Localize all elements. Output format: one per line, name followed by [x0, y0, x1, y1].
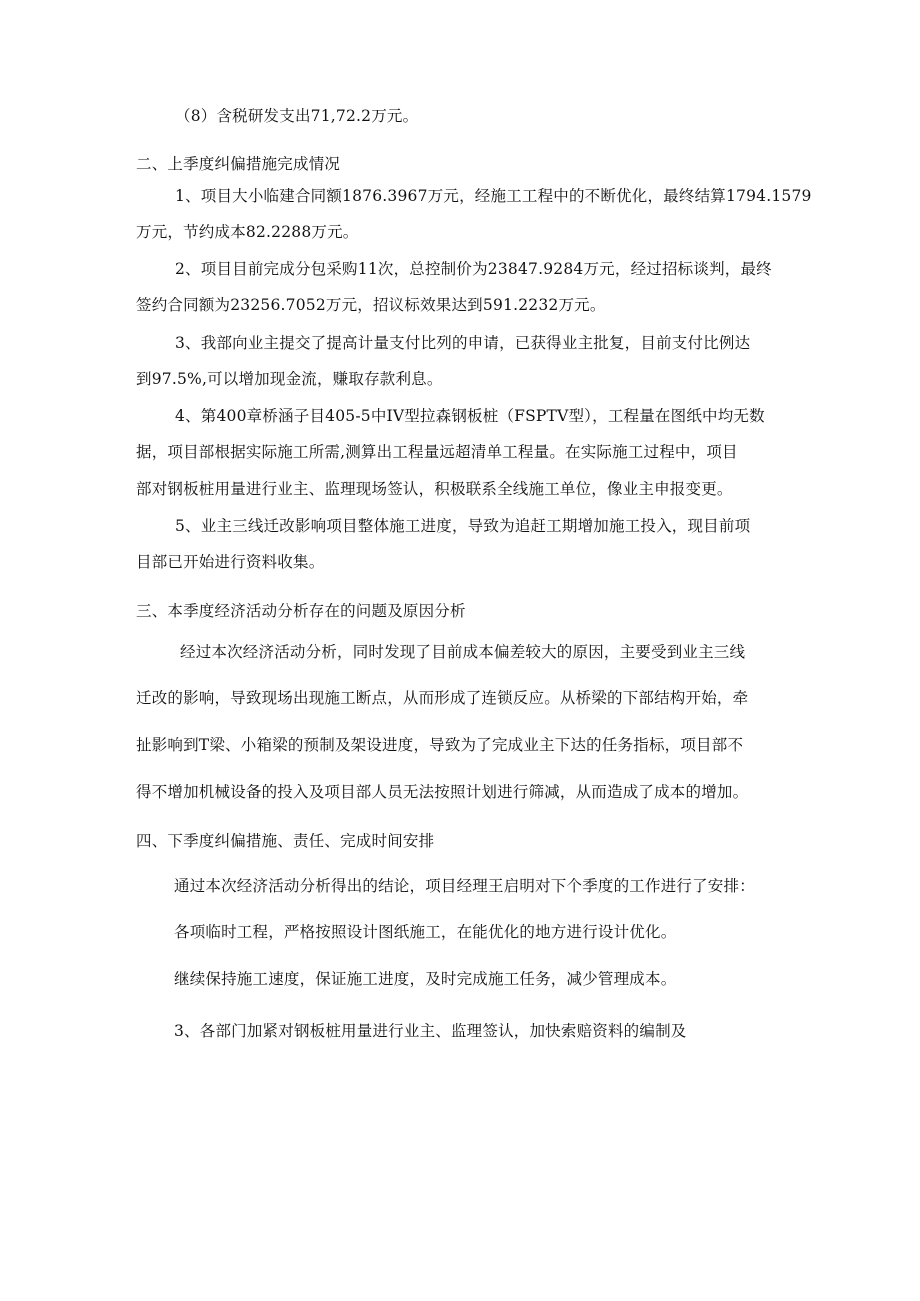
section-2-paragraph-3-line-2: 到97.5%,可以增加现金流，赚取存款利息。	[136, 370, 443, 388]
section-2-paragraph-1-line-2: 万元，节约成本82.2288万元。	[136, 223, 359, 241]
section-4-item-3: 3、各部门加紧对钢板桩用量进行业主、监理签认，加快索赔资料的编制及	[174, 1022, 687, 1040]
section-2-paragraph-1-line-1: 1、项目大小临建合同额1876.3967万元，经施工工程中的不断优化，最终结算1794.1579	[175, 187, 812, 205]
section-2-paragraph-3-line-1: 3、我部向业主提交了提高计量支付比列的申请，已获得业主批复，目前支付比例达	[175, 334, 751, 352]
section-3-heading: 三、本季度经济活动分析存在的问题及原因分析	[136, 602, 466, 620]
section-2-paragraph-2-line-2: 签约合同额为23256.7052万元，招议标效果达到591.2232万元。	[136, 296, 606, 314]
item-8-text: （8）含税研发支出71,72.2万元。	[175, 107, 419, 125]
section-4-heading: 四、下季度纠偏措施、责任、完成时间安排	[136, 832, 435, 850]
section-2-paragraph-5-line-1: 5、业主三线迁改影响项目整体施工进度，导致为追赶工期增加施工投入，现目前项	[175, 517, 751, 535]
section-4-intro: 通过本次经济活动分析得出的结论，项目经理王启明对下个季度的工作进行了安排：	[174, 877, 755, 895]
section-3-line-1: 经过本次经济活动分析，同时发现了目前成本偏差较大的原因，主要受到业主三线	[180, 643, 746, 661]
section-4-item-1: 各项临时工程，严格按照设计图纸施工，在能优化的地方进行设计优化。	[174, 923, 677, 941]
section-2-paragraph-4-line-3: 部对钢板桩用量进行业主、监理现场签认，积极联系全线施工单位，像业主申报变更。	[136, 480, 733, 498]
section-4-item-2: 继续保持施工速度，保证施工进度，及时完成施工任务，减少管理成本。	[174, 970, 677, 988]
section-3-line-3: 扯影响到T梁、小箱梁的预制及架设进度，导致为了完成业主下达的任务指标，项目部不	[136, 736, 744, 754]
section-2-paragraph-5-line-2: 目部已开始进行资料收集。	[136, 553, 325, 571]
section-2-paragraph-4-line-1: 4、第400章桥涵子目405-5中IV型拉森钢板桩（FSPTV型），工程量在图纸中均无数	[175, 407, 765, 425]
section-3-line-4: 得不增加机械设备的投入及项目部人员无法按照计划进行筛减，从而造成了成本的增加。	[136, 783, 749, 801]
section-2-paragraph-4-line-2: 据，项目部根据实际施工所需,测算出工程量远超清单工程量。在实际施工过程中，项目	[136, 443, 738, 461]
section-2-paragraph-2-line-1: 2、项目目前完成分包采购11次，总控制价为23847.9284万元，经过招标谈判，最终	[175, 260, 772, 278]
section-2-heading: 二、上季度纠偏措施完成情况	[136, 155, 341, 173]
section-3-line-2: 迁改的影响，导致现场出现施工断点，从而形成了连锁反应。从桥梁的下部结构开始，牵	[136, 689, 749, 707]
